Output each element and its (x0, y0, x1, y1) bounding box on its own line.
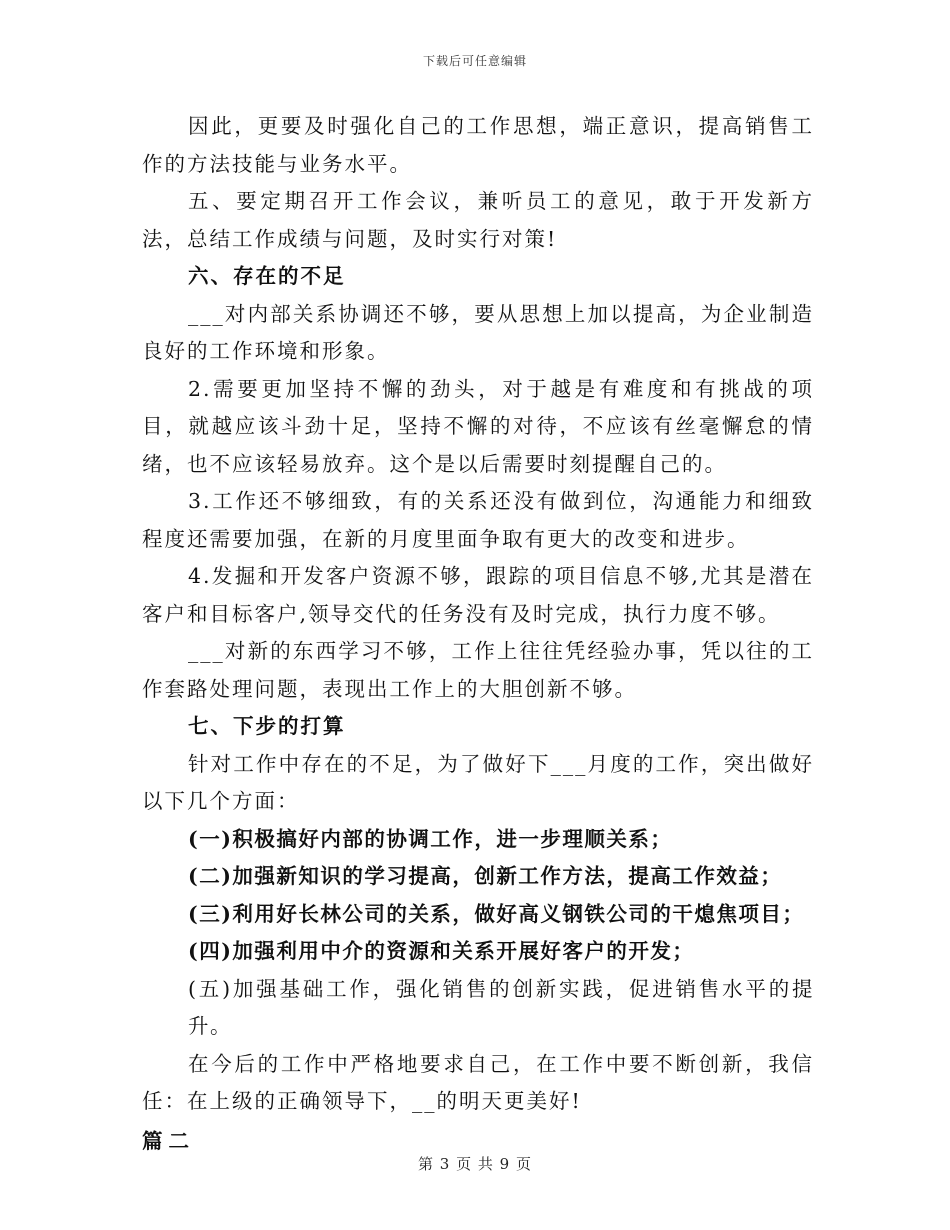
paragraph-shortcoming-3: 3.工作还不够细致，有的关系还没有做到位，沟通能力和细致程度还需要加强，在新的月度里面争取有更大的改变和进步。 (142, 489, 814, 551)
plan-item-1: (一)积极搞好内部的协调工作，进一步理顺关系； (188, 826, 673, 851)
page-header: 下载后可任意编辑 (422, 54, 527, 68)
page-footer: 第 3 页 共 9 页 (418, 1155, 532, 1173)
document-body (142, 108, 814, 1160)
plan-item-3: (三)利用好长林公司的关系，做好高义钢铁公司的干熄焦项目； (188, 901, 805, 926)
plan-item-5: (五)加强基础工作，强化销售的创新实践，促进销售水平的提升。 (188, 976, 814, 1038)
paragraph-conclusion: 因此，更要及时强化自己的工作思想，端正意识，提高销售工作的方法技能与业务水平。 (142, 114, 814, 176)
paragraph-shortcoming-4: 4.发掘和开发客户资源不够，跟踪的项目信息不够,尤其是潜在客户和目标客户,领导交代的任务没有及时完成，执行力度不够。 (142, 564, 814, 626)
paragraph-shortcoming-2: 2.需要更加坚持不懈的劲头，对于越是有难度和有挑战的项目，就越应该斗劲十足，坚持不懈的对待，不应该有丝毫懈怠的情绪，也不应该轻易放弃。这个是以后需要时刻提醒自己的。 (142, 376, 814, 476)
plan-item-4: (四)加强利用中介的资源和关系开展好客户的开发； (188, 939, 695, 963)
paragraph-closing: 在今后的工作中严格地要求自己，在工作中要不断创新，我信任：在上级的正确领导下，__的明天更美好! (142, 1051, 814, 1113)
plan-item-2: (二)加强新知识的学习提高，创新工作方法，提高工作效益； (188, 864, 783, 888)
paragraph-item-5: 五、要定期召开工作会议，兼听员工的意见，敢于开发新方法，总结工作成绩与问题，及时实行对策! (142, 189, 814, 251)
heading-shortcomings: 六、存在的不足 (188, 264, 346, 288)
paragraph-shortcoming-5: ___对新的东西学习不够，工作上往往凭经验办事，凭以往的工作套路处理问题，表现出工作上的大胆创新不够。 (142, 639, 814, 701)
paragraph-plan-intro: 针对工作中存在的不足，为了做好下___月度的工作，突出做好以下几个方面： (142, 751, 814, 813)
section-title: 篇二 (142, 1128, 195, 1153)
heading-next-plan: 七、下步的打算 (188, 714, 346, 738)
paragraph-shortcoming-1: ___对内部关系协调还不够，要从思想上加以提高，为企业制造良好的工作环境和形象。 (142, 301, 814, 363)
